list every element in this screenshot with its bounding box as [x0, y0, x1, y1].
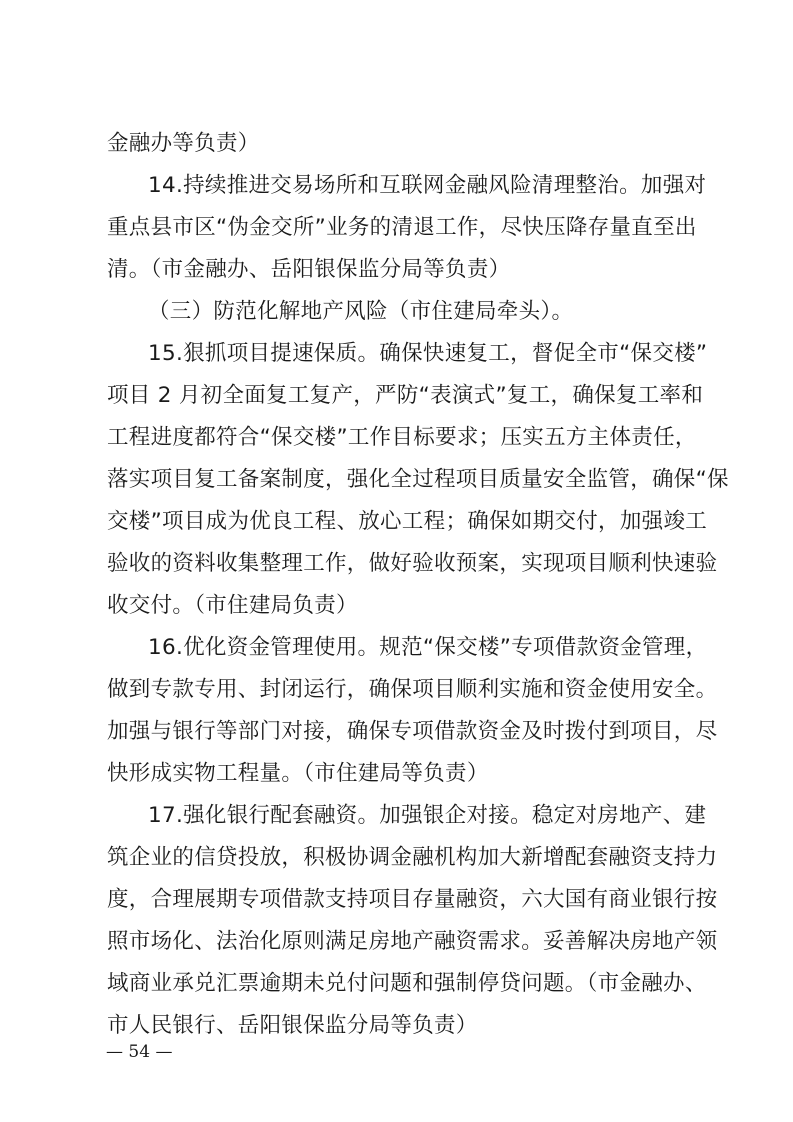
text-line: 验收的资料收集整理工作，做好验收预案，实现项目顺利快速验	[107, 551, 718, 576]
text-line: 金融办等负责）	[107, 131, 260, 156]
text-line: 交楼”项目成为优良工程、放心工程；确保如期交付，加强竣工	[107, 509, 708, 534]
page-number: — 54 —	[106, 1042, 173, 1062]
text-line: 重点县市区“伪金交所”业务的清退工作，尽快压降存量直至出	[107, 215, 697, 240]
text-line: 照市场化、法治化原则满足房地产融资需求。妥善解决房地产领	[107, 929, 718, 954]
item-14-heading-line: 14.持续推进交易场所和互联网金融风险清理整治。加强对	[148, 173, 707, 198]
section-heading: （三）防范化解地产风险（市住建局牵头）。	[148, 299, 574, 324]
text-line: 快形成实物工程量。（市住建局等负责）	[107, 761, 489, 786]
text-line: 工程进度都符合“保交楼”工作目标要求；压实五方主体责任，	[107, 425, 697, 450]
text-line: 度，合理展期专项借款支持项目存量融资，六大国有商业银行按	[107, 887, 718, 912]
text-line: 项目 2 月初全面复工复产，严防“表演式”复工，确保复工率和	[107, 383, 704, 408]
text-line: 加强与银行等部门对接，确保专项借款资金及时拨付到项目，尽	[107, 719, 718, 744]
text-line: 做到专款专用、封闭运行，确保项目顺利实施和资金使用安全。	[107, 677, 718, 702]
item-16-heading-line: 16.优化资金管理使用。规范“保交楼”专项借款资金管理，	[148, 635, 708, 660]
text-line: 市人民银行、岳阳银保监分局等负责）	[107, 1013, 478, 1038]
text-line: 域商业承兑汇票逾期未兑付问题和强制停贷问题。（市金融办、	[107, 971, 707, 996]
text-line: 清。（市金融办、岳阳银保监分局等负责）	[107, 257, 511, 282]
text-line: 收交付。（市住建局负责）	[107, 593, 358, 618]
item-17-heading-line: 17.强化银行配套融资。加强银企对接。稳定对房地产、建	[148, 803, 707, 828]
text-line: 筑企业的信贷投放，积极协调金融机构加大新增配套融资支持力	[107, 845, 718, 870]
text-line: 落实项目复工备案制度，强化全过程项目质量安全监管，确保“保	[107, 467, 729, 492]
item-15-heading-line: 15.狠抓项目提速保质。确保快速复工，督促全市“保交楼”	[148, 341, 708, 366]
